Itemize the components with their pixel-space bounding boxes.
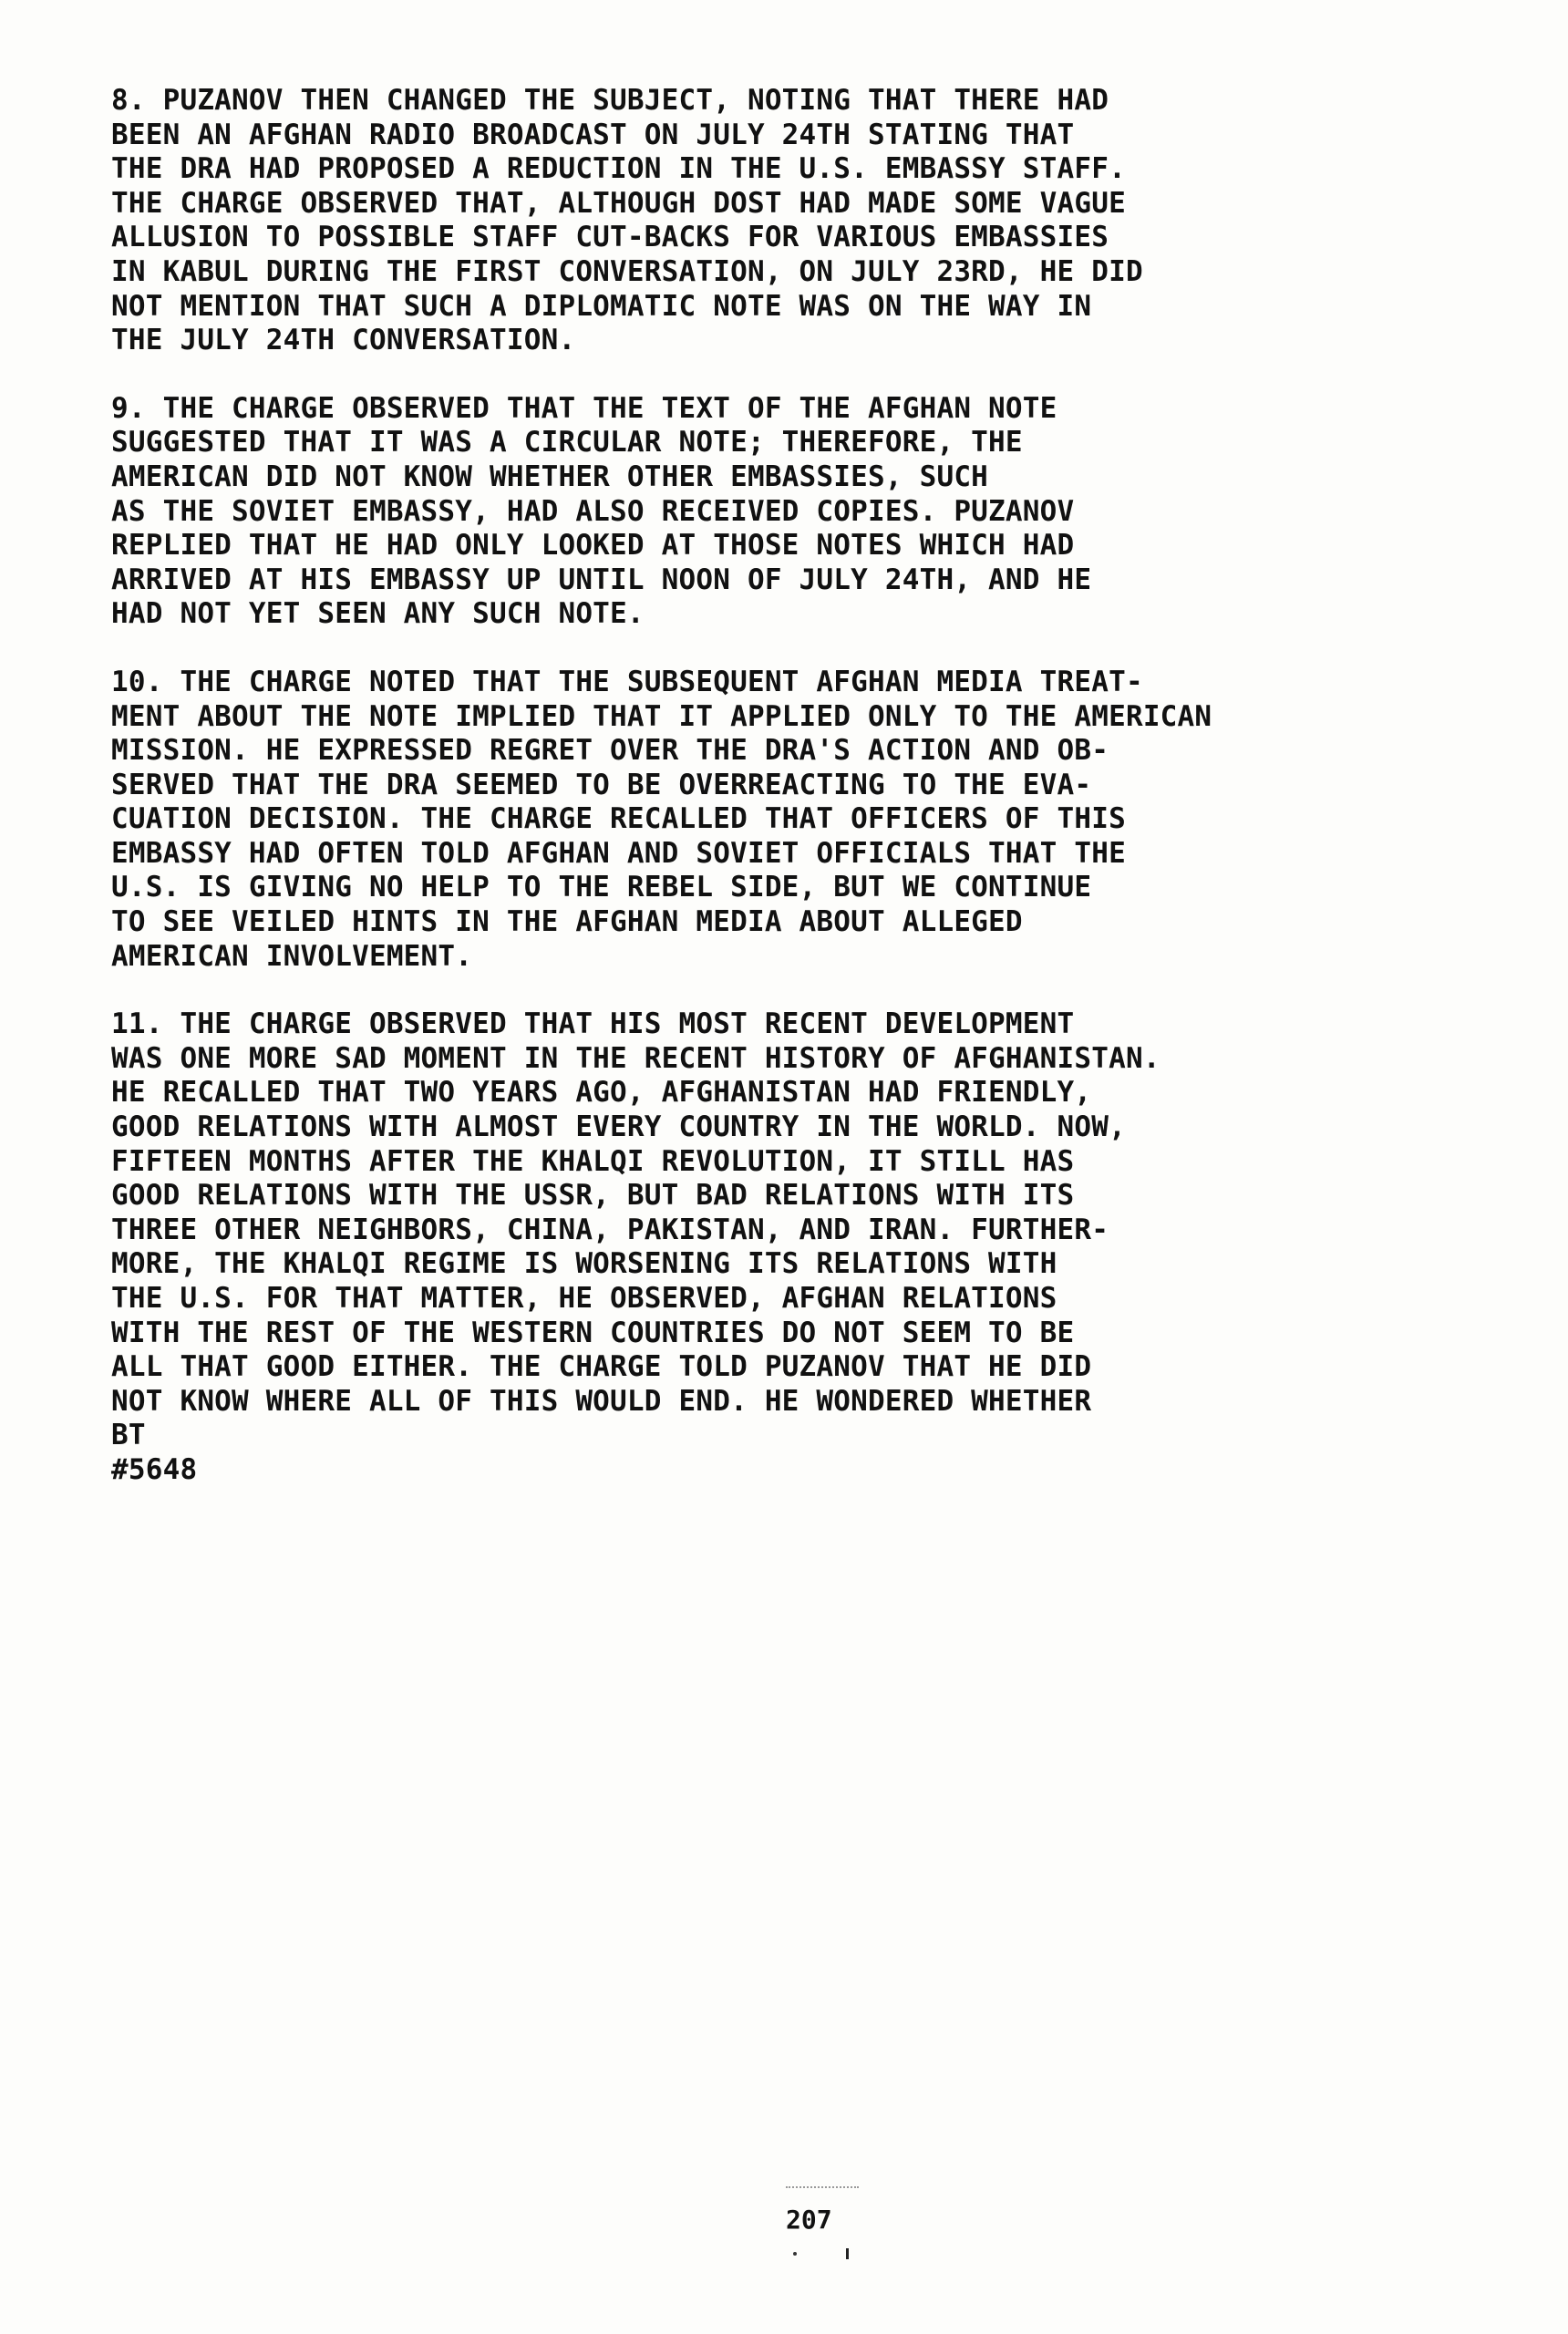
text-line: CUATION DECISION. THE CHARGE RECALLED THAT OFFICERS OF THIS [111,802,1126,836]
text-line: WITH THE REST OF THE WESTERN COUNTRIES DO NOT SEEM TO BE [111,1316,1075,1349]
text-line: SUGGESTED THAT IT WAS A CIRCULAR NOTE; THEREFORE, THE [111,426,1023,460]
text-line: IN KABUL DURING THE FIRST CONVERSATION, ON JULY 23RD, HE DID [111,254,1143,288]
page-number: 207 [786,2205,832,2235]
text-line: REPLIED THAT HE HAD ONLY LOOKED AT THOSE NOTES WHICH HAD [111,529,1075,563]
text-line: NOT MENTION THAT SUCH A DIPLOMATIC NOTE WAS ON THE WAY IN [111,289,1092,323]
text-line: 9. THE CHARGE OBSERVED THAT THE TEXT OF THE AFGHAN NOTE [111,391,1057,425]
cable-trailer [111,1419,1442,1487]
message-number: #5648 [111,1452,198,1486]
paragraph-9 [111,392,1442,632]
text-line: SERVED THAT THE DRA SEEMED TO BE OVERREACTING TO THE EVA- [111,768,1092,801]
text-line: WAS ONE MORE SAD MOMENT IN THE RECENT HISTORY OF AFGHANISTAN. [111,1041,1161,1075]
text-line: THE U.S. FOR THAT MATTER, HE OBSERVED, AFGHAN RELATIONS [111,1282,1057,1315]
text-line: NOT KNOW WHERE ALL OF THIS WOULD END. HE WONDERED WHETHER [111,1384,1092,1418]
text-line: TO SEE VEILED HINTS IN THE AFGHAN MEDIA ABOUT ALLEGED [111,905,1023,939]
text-line: 10. THE CHARGE NOTED THAT THE SUBSEQUENT AFGHAN MEDIA TREAT- [111,665,1143,698]
text-line: EMBASSY HAD OFTEN TOLD AFGHAN AND SOVIET OFFICIALS THAT THE [111,836,1126,870]
text-line: ARRIVED AT HIS EMBASSY UP UNTIL NOON OF JULY 24TH, AND HE [111,563,1092,596]
text-line: AMERICAN DID NOT KNOW WHETHER OTHER EMBASSIES, SUCH [111,460,989,493]
text-line: AMERICAN INVOLVEMENT. [111,939,473,973]
text-line: THE DRA HAD PROPOSED A REDUCTION IN THE U.S. EMBASSY STAFF. [111,152,1126,186]
text-line: THE CHARGE OBSERVED THAT, ALTHOUGH DOST HAD MADE SOME VAGUE [111,186,1126,220]
cable-body [111,84,1442,1488]
scan-speck-marks [786,2186,859,2197]
text-line: ALL THAT GOOD EITHER. THE CHARGE TOLD PUZANOV THAT HE DID [111,1350,1092,1384]
text-line: HE RECALLED THAT TWO YEARS AGO, AFGHANISTAN HAD FRIENDLY, [111,1076,1092,1110]
text-line: THE JULY 24TH CONVERSATION. [111,324,576,357]
text-line: MISSION. HE EXPRESSED REGRET OVER THE DRA'S ACTION AND OB- [111,734,1109,768]
scan-dot-mark [793,2252,797,2256]
text-line: THREE OTHER NEIGHBORS, CHINA, PAKISTAN, AND IRAN. FURTHER- [111,1213,1109,1246]
text-line: ALLUSION TO POSSIBLE STAFF CUT-BACKS FOR VARIOUS EMBASSIES [111,221,1109,254]
paragraph-10 [111,666,1442,974]
paragraph-8 [111,84,1442,358]
break-marker: BT [111,1419,146,1452]
text-line: AS THE SOVIET EMBASSY, HAD ALSO RECEIVED COPIES. PUZANOV [111,494,1075,528]
scan-tick-mark [846,2248,849,2259]
text-line: MENT ABOUT THE NOTE IMPLIED THAT IT APPLIED ONLY TO THE AMERICAN [111,699,1212,733]
text-line: HAD NOT YET SEEN ANY SUCH NOTE. [111,597,645,631]
text-line: MORE, THE KHALQI REGIME IS WORSENING ITS RELATIONS WITH [111,1247,1057,1281]
text-line: 11. THE CHARGE OBSERVED THAT HIS MOST RECENT DEVELOPMENT [111,1007,1075,1041]
text-line: BEEN AN AFGHAN RADIO BROADCAST ON JULY 24TH STATING THAT [111,118,1075,151]
text-line: GOOD RELATIONS WITH ALMOST EVERY COUNTRY IN THE WORLD. NOW, [111,1110,1126,1144]
text-line: FIFTEEN MONTHS AFTER THE KHALQI REVOLUTION, IT STILL HAS [111,1144,1075,1178]
text-line: 8. PUZANOV THEN CHANGED THE SUBJECT, NOTING THAT THERE HAD [111,84,1109,117]
paragraph-11 [111,1007,1442,1419]
text-line: GOOD RELATIONS WITH THE USSR, BUT BAD RELATIONS WITH ITS [111,1179,1075,1213]
text-line: U.S. IS GIVING NO HELP TO THE REBEL SIDE, BUT WE CONTINUE [111,871,1092,904]
